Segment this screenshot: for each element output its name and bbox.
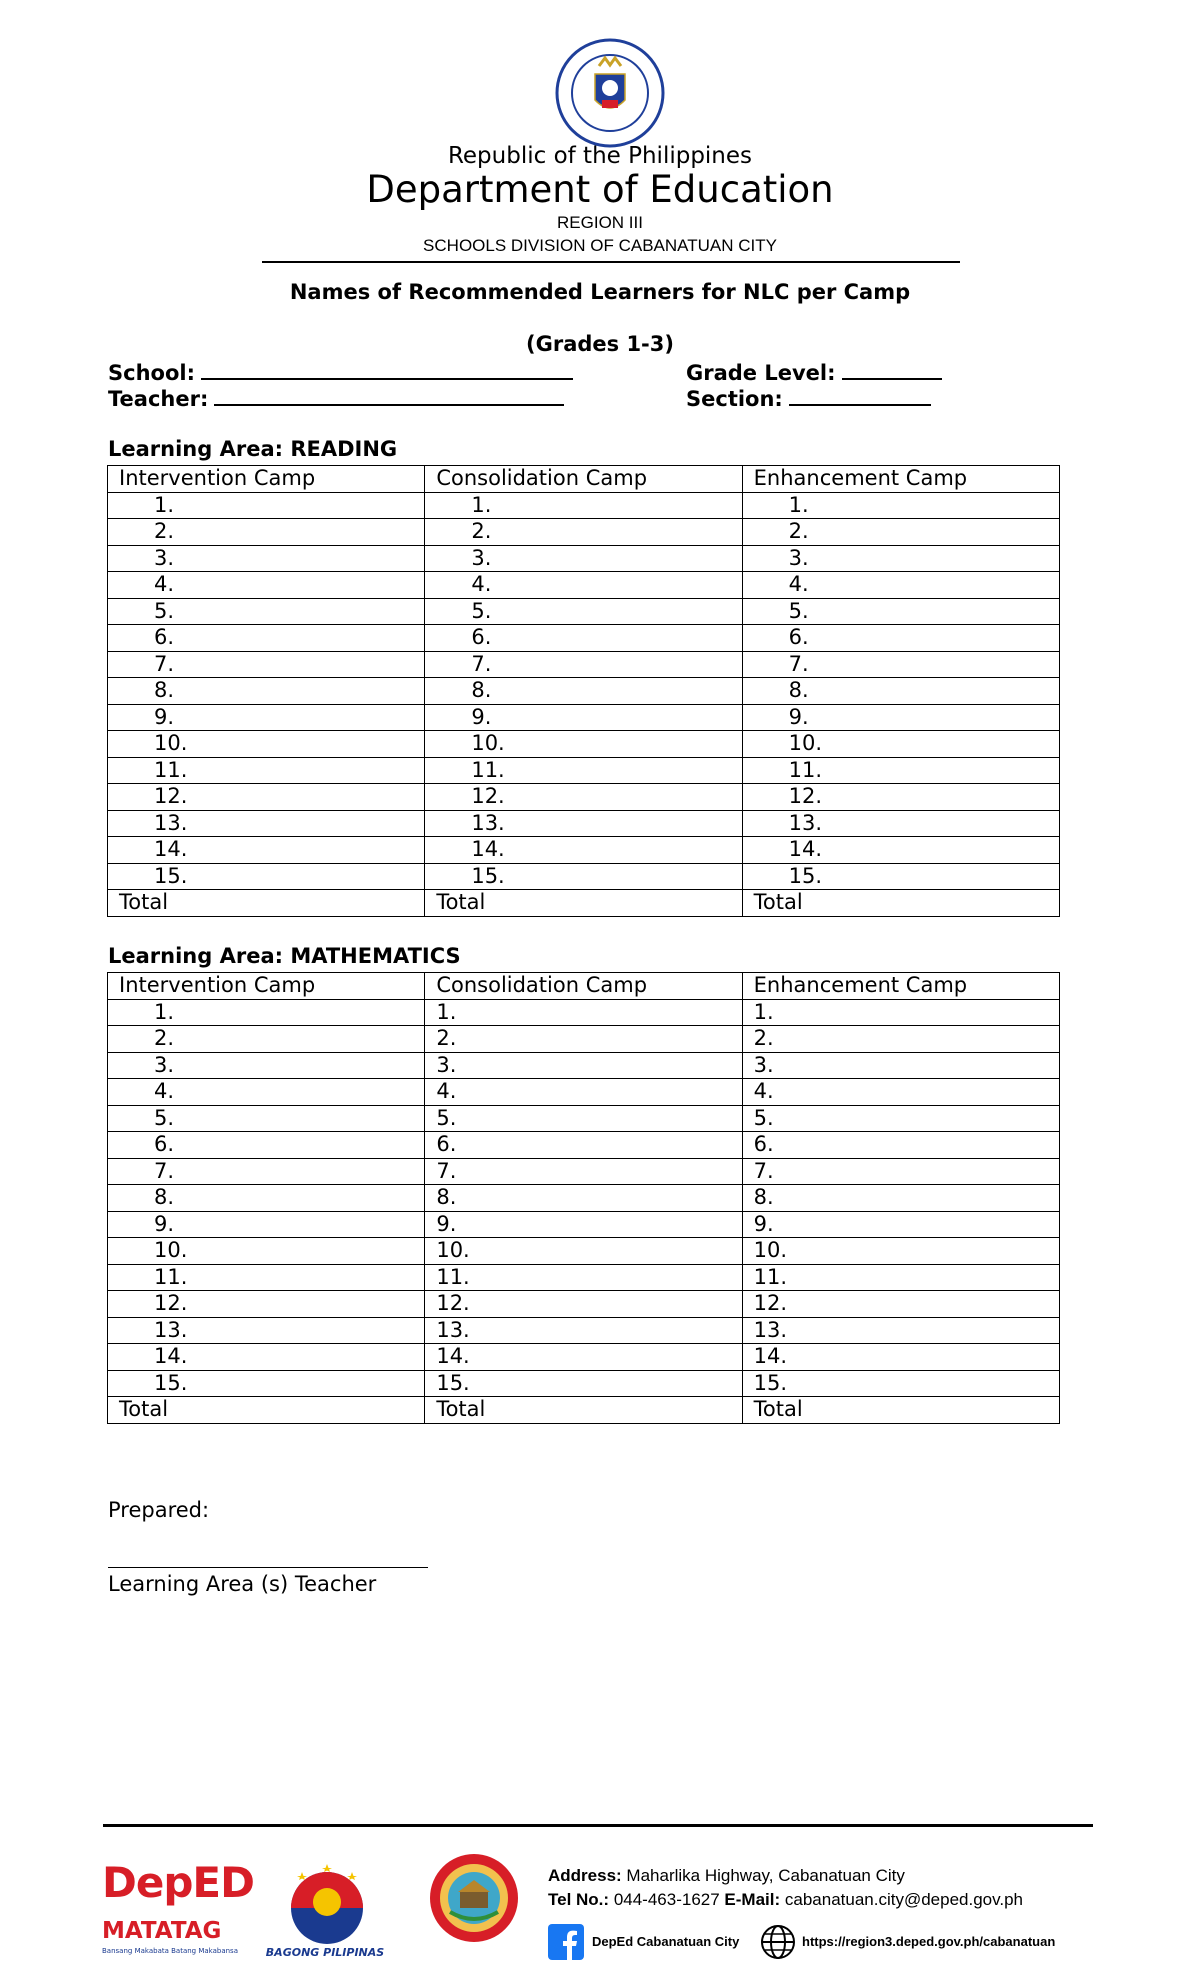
learner-entry-cell[interactable]: 11. (108, 757, 425, 784)
total-cell[interactable]: Total (742, 1397, 1059, 1424)
total-row (108, 890, 1060, 917)
learner-entry-cell[interactable]: 1. (742, 492, 1059, 519)
table-row (108, 731, 1060, 758)
total-cell[interactable]: Total (742, 890, 1059, 917)
learner-entry-cell[interactable]: 7. (425, 1158, 742, 1185)
learner-entry-cell[interactable]: 8. (108, 678, 425, 705)
website-link[interactable]: https://region3.deped.gov.ph/cabanatuan (802, 1934, 1056, 1949)
grade-level-blank-line[interactable] (842, 360, 942, 380)
table-row (108, 999, 1060, 1026)
table-row (108, 625, 1060, 652)
region-heading: REGION III (557, 213, 643, 232)
learner-entry-cell[interactable]: 15. (108, 1370, 425, 1397)
section-blank-line[interactable] (789, 386, 931, 406)
column-header: Consolidation Camp (425, 973, 742, 1000)
learner-entry-cell[interactable]: 4. (742, 572, 1059, 599)
column-header: Enhancement Camp (742, 973, 1059, 1000)
learner-entry-cell[interactable]: 15. (425, 863, 742, 890)
learner-entry-cell[interactable]: 12. (108, 784, 425, 811)
table-row (108, 1211, 1060, 1238)
table-row (108, 1370, 1060, 1397)
learner-entry-cell[interactable]: 14. (108, 1344, 425, 1371)
email-value[interactable]: cabanatuan.city@deped.gov.ph (784, 1890, 1024, 1909)
learner-entry-cell[interactable]: 9. (425, 704, 742, 731)
table-row (108, 784, 1060, 811)
learner-entry-cell[interactable]: 13. (742, 1317, 1059, 1344)
learner-entry-cell[interactable]: 12. (425, 1291, 742, 1318)
total-row (108, 1397, 1060, 1424)
learner-entry-cell[interactable]: 9. (742, 704, 1059, 731)
total-cell[interactable]: Total (108, 890, 425, 917)
reading-area-heading: Learning Area: READING (108, 437, 398, 461)
table-row (108, 1238, 1060, 1265)
learner-entry-cell[interactable]: 4. (425, 572, 742, 599)
table-row (108, 1185, 1060, 1212)
header-divider (262, 261, 960, 263)
column-header: Enhancement Camp (742, 466, 1059, 493)
total-cell[interactable]: Total (425, 1397, 742, 1424)
table-row (108, 598, 1060, 625)
learner-entry-cell[interactable]: 6. (108, 625, 425, 652)
mathematics-area-heading: Learning Area: MATHEMATICS (108, 944, 461, 968)
document-title: Names of Recommended Learners for NLC per Camp (289, 280, 911, 304)
learner-entry-cell[interactable]: 13. (108, 1317, 425, 1344)
learner-entry-cell[interactable]: 13. (742, 810, 1059, 837)
learner-entry-cell[interactable]: 5. (425, 598, 742, 625)
facebook-icon[interactable] (548, 1924, 584, 1960)
bagong-pilipinas-text: BAGONG PILIPINAS (265, 1946, 385, 1959)
learner-entry-cell[interactable]: 14. (108, 837, 425, 864)
email-label: E-Mail: (724, 1890, 781, 1909)
learner-entry-cell[interactable]: 4. (425, 1079, 742, 1106)
learner-entry-cell[interactable]: 11. (425, 1264, 742, 1291)
learner-entry-cell[interactable]: 4. (742, 1079, 1059, 1106)
department-heading: Department of Education (366, 168, 834, 211)
total-cell[interactable]: Total (108, 1397, 425, 1424)
table-row (108, 492, 1060, 519)
learner-entry-cell[interactable]: 10. (425, 1238, 742, 1265)
table-row (108, 1264, 1060, 1291)
learner-entry-cell[interactable]: 6. (742, 1132, 1059, 1159)
learner-entry-cell[interactable]: 7. (425, 651, 742, 678)
signatory-role: Learning Area (s) Teacher (108, 1572, 377, 1596)
learner-entry-cell[interactable]: 14. (425, 837, 742, 864)
division-heading: SCHOOLS DIVISION OF CABANATUAN CITY (423, 236, 777, 255)
table-row (108, 837, 1060, 864)
learner-entry-cell[interactable]: 13. (425, 810, 742, 837)
learner-entry-cell[interactable]: 13. (425, 1317, 742, 1344)
column-header: Intervention Camp (108, 466, 425, 493)
globe-icon[interactable] (760, 1924, 796, 1960)
learner-entry-cell[interactable]: 2. (742, 1026, 1059, 1053)
table-row (108, 678, 1060, 705)
signature-line[interactable] (108, 1567, 428, 1568)
learner-entry-cell[interactable]: 9. (425, 1211, 742, 1238)
table-row (108, 1158, 1060, 1185)
table-header-row (108, 466, 1060, 493)
school-label: School: (108, 361, 195, 385)
learner-entry-cell[interactable]: 2. (108, 519, 425, 546)
table-row (108, 863, 1060, 890)
learner-entry-cell[interactable]: 11. (425, 757, 742, 784)
address-label: Address: (548, 1866, 622, 1885)
matatag-tagline: Bansang Makabata Batang Makabansa (102, 1947, 238, 1955)
learner-entry-cell[interactable]: 10. (108, 1238, 425, 1265)
bagong-pilipinas-logo (272, 1862, 382, 1946)
column-header: Intervention Camp (108, 973, 425, 1000)
learner-entry-cell[interactable]: 6. (108, 1132, 425, 1159)
cabanatuan-division-seal (428, 1852, 520, 1944)
learner-entry-cell[interactable]: 15. (742, 1370, 1059, 1397)
learner-entry-cell[interactable]: 11. (742, 1264, 1059, 1291)
republic-heading: Republic of the Philippines (447, 143, 753, 169)
learner-entry-cell[interactable]: 6. (425, 625, 742, 652)
total-cell[interactable]: Total (425, 890, 742, 917)
section-label: Section: (686, 387, 783, 411)
learner-entry-cell[interactable]: 10. (425, 731, 742, 758)
learner-entry-cell[interactable]: 1. (425, 999, 742, 1026)
prepared-label: Prepared: (108, 1498, 210, 1522)
learner-entry-cell[interactable]: 7. (108, 1158, 425, 1185)
learner-entry-cell[interactable]: 14. (742, 837, 1059, 864)
table-row (108, 1079, 1060, 1106)
address-line (548, 1866, 905, 1886)
learner-entry-cell[interactable]: 3. (425, 1052, 742, 1079)
learner-entry-cell[interactable]: 9. (108, 1211, 425, 1238)
table-row (108, 1317, 1060, 1344)
learner-entry-cell[interactable]: 9. (108, 704, 425, 731)
table-row (108, 1052, 1060, 1079)
learner-entry-cell[interactable]: 5. (108, 1105, 425, 1132)
learner-entry-cell[interactable]: 4. (108, 572, 425, 599)
learner-entry-cell[interactable]: 10. (742, 1238, 1059, 1265)
learner-entry-cell[interactable]: 12. (742, 1291, 1059, 1318)
learner-entry-cell[interactable]: 3. (742, 1052, 1059, 1079)
table-row (108, 1291, 1060, 1318)
teacher-field[interactable] (108, 386, 564, 411)
table-row (108, 757, 1060, 784)
table-row (108, 1132, 1060, 1159)
table-row (108, 704, 1060, 731)
section-field[interactable] (686, 386, 931, 411)
learner-entry-cell[interactable]: 8. (425, 1185, 742, 1212)
teacher-label: Teacher: (108, 387, 209, 411)
learner-entry-cell[interactable]: 11. (108, 1264, 425, 1291)
learner-entry-cell[interactable]: 1. (425, 492, 742, 519)
learner-entry-cell[interactable]: 11. (742, 757, 1059, 784)
contact-line (548, 1890, 1023, 1910)
table-row (108, 1026, 1060, 1053)
learner-entry-cell[interactable]: 15. (108, 863, 425, 890)
learner-entry-cell[interactable]: 6. (742, 625, 1059, 652)
learner-entry-cell[interactable]: 7. (742, 651, 1059, 678)
learner-entry-cell[interactable]: 7. (742, 1158, 1059, 1185)
learner-entry-cell[interactable]: 6. (425, 1132, 742, 1159)
grade-level-label: Grade Level: (686, 361, 836, 385)
school-blank-line[interactable] (201, 360, 573, 380)
learner-entry-cell[interactable]: 5. (742, 598, 1059, 625)
mathematics-camp-table (107, 972, 1060, 1424)
learner-entry-cell[interactable]: 12. (742, 784, 1059, 811)
learner-entry-cell[interactable]: 2. (108, 1026, 425, 1053)
tel-label: Tel No.: (548, 1890, 610, 1909)
learner-entry-cell[interactable]: 7. (108, 651, 425, 678)
table-header-row (108, 973, 1060, 1000)
learner-entry-cell[interactable]: 14. (425, 1344, 742, 1371)
learner-entry-cell[interactable]: 1. (742, 999, 1059, 1026)
address-value: Maharlika Highway, Cabanatuan City (626, 1866, 905, 1885)
learner-entry-cell[interactable]: 5. (425, 1105, 742, 1132)
learner-entry-cell[interactable]: 15. (425, 1370, 742, 1397)
deped-seal-logo (555, 38, 665, 148)
grades-label: (Grades 1-3) (526, 332, 674, 356)
table-row (108, 1105, 1060, 1132)
learner-entry-cell[interactable]: 4. (108, 1079, 425, 1106)
learner-entry-cell[interactable]: 10. (742, 731, 1059, 758)
learner-entry-cell[interactable]: 1. (108, 492, 425, 519)
deped-logo-text: DepED (102, 1858, 254, 1907)
teacher-blank-line[interactable] (214, 386, 564, 406)
learner-entry-cell[interactable]: 15. (742, 863, 1059, 890)
learner-entry-cell[interactable]: 12. (108, 1291, 425, 1318)
column-header: Consolidation Camp (425, 466, 742, 493)
learner-entry-cell[interactable]: 9. (742, 1211, 1059, 1238)
footer-divider (103, 1824, 1093, 1827)
learner-entry-cell[interactable]: 3. (425, 545, 742, 572)
deped-logo (102, 1858, 254, 1907)
table-row (108, 545, 1060, 572)
learner-entry-cell[interactable]: 2. (425, 519, 742, 546)
learner-entry-cell[interactable]: 8. (742, 1185, 1059, 1212)
table-row (108, 810, 1060, 837)
table-row (108, 572, 1060, 599)
grade-level-field[interactable] (686, 360, 942, 385)
learner-entry-cell[interactable]: 5. (108, 598, 425, 625)
school-field[interactable] (108, 360, 573, 385)
learner-entry-cell[interactable]: 8. (425, 678, 742, 705)
learner-entry-cell[interactable]: 8. (742, 678, 1059, 705)
learner-entry-cell[interactable]: 3. (742, 545, 1059, 572)
table-row (108, 519, 1060, 546)
learner-entry-cell[interactable]: 3. (108, 545, 425, 572)
reading-camp-table (107, 465, 1060, 917)
learner-entry-cell[interactable]: 8. (108, 1185, 425, 1212)
learner-entry-cell[interactable]: 12. (425, 784, 742, 811)
table-row (108, 651, 1060, 678)
learner-entry-cell[interactable]: 13. (108, 810, 425, 837)
learner-entry-cell[interactable]: 10. (108, 731, 425, 758)
learner-entry-cell[interactable]: 14. (742, 1344, 1059, 1371)
learner-entry-cell[interactable]: 2. (425, 1026, 742, 1053)
tel-value: 044-463-1627 (613, 1890, 720, 1909)
learner-entry-cell[interactable]: 5. (742, 1105, 1059, 1132)
learner-entry-cell[interactable]: 2. (742, 519, 1059, 546)
learner-entry-cell[interactable]: 3. (108, 1052, 425, 1079)
learner-entry-cell[interactable]: 1. (108, 999, 425, 1026)
table-row (108, 1344, 1060, 1371)
facebook-page-name[interactable]: DepEd Cabanatuan City (592, 1934, 740, 1949)
matatag-logo-text: MATATAG (102, 1918, 222, 1944)
